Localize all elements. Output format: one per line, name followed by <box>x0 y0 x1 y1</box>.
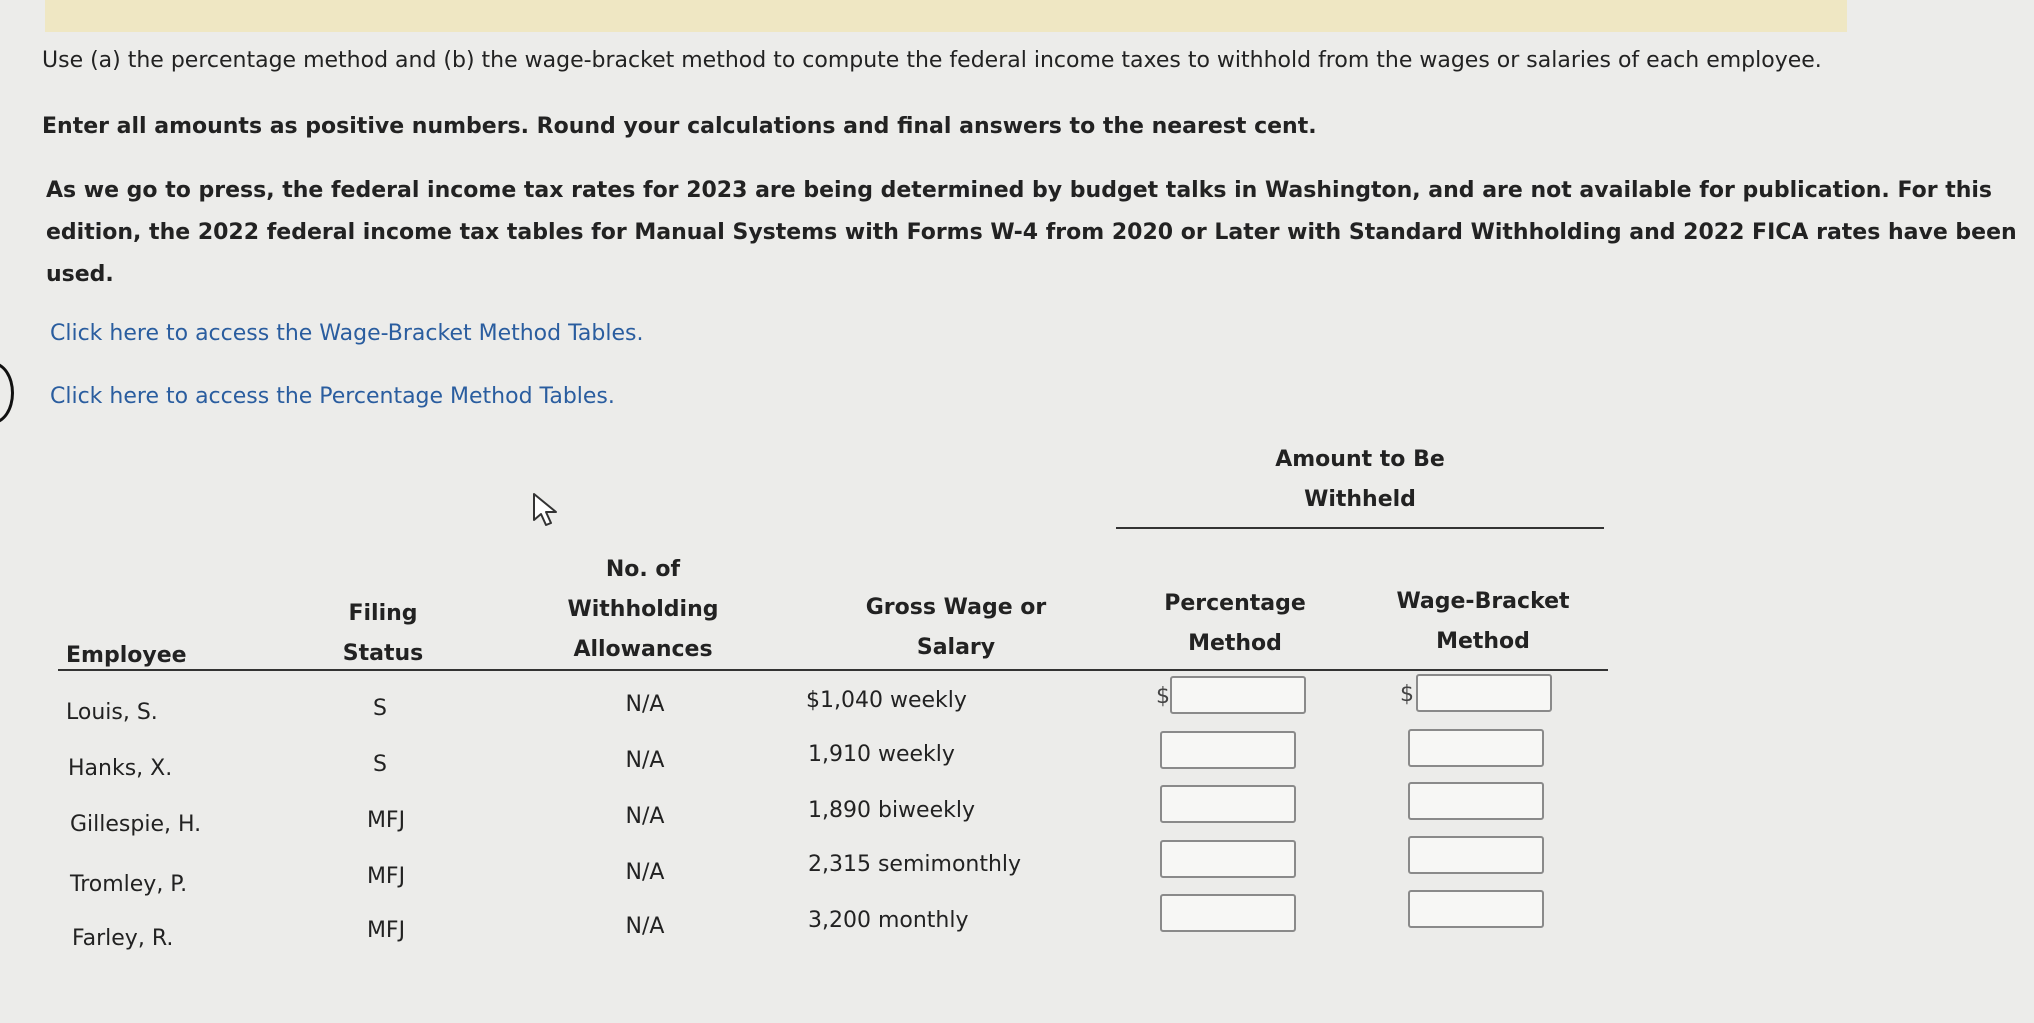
instruction-line-1: Use (a) the percentage method and (b) the wage-bracket method to compute the federal income taxes to withhold from the wages or salaries of each employee. <box>42 48 1822 73</box>
group-header-rule <box>1116 527 1604 529</box>
radio-circle-edge <box>0 362 14 424</box>
gross-wage: 3,200 monthly <box>808 908 969 933</box>
filing-status: MFJ <box>366 864 406 889</box>
wage-bracket-tables-link[interactable]: Click here to access the Wage-Bracket Method Tables. <box>50 321 644 346</box>
percentage-method-input[interactable] <box>1160 785 1296 823</box>
header-allowances-line2: Withholding <box>567 597 719 622</box>
gross-wage: 1,890 biweekly <box>808 798 975 823</box>
percentage-method-input[interactable] <box>1160 840 1296 878</box>
filing-status: S <box>373 696 387 721</box>
instruction-paragraph: As we go to press, the federal income tax rates for 2023 are being determined by budget talks in Washington, and are not available for publication. For this edition, the 2022 federal income tax tables for Manual Systems with Forms W-4 from 2020 or Later with Standard Withholding and 2022 FICA rates have been used. <box>46 178 2017 287</box>
mouse-pointer-icon <box>532 492 562 532</box>
gross-wage: 2,315 semimonthly <box>808 852 1022 877</box>
dollar-sign: $ <box>1156 684 1170 709</box>
header-percentage-line1: Percentage <box>1164 591 1306 616</box>
percentage-method-input[interactable] <box>1170 676 1306 714</box>
filing-status: MFJ <box>366 918 406 943</box>
header-filing-line2: Status <box>342 641 424 666</box>
gross-wage: 1,910 weekly <box>808 742 955 767</box>
top-banner <box>45 0 1847 32</box>
percentage-method-input[interactable] <box>1160 731 1296 769</box>
employee-name: Farley, R. <box>72 926 174 951</box>
employee-name: Tromley, P. <box>70 872 188 897</box>
employee-name: Gillespie, H. <box>70 812 202 837</box>
amount-withheld-header-line2: Withheld <box>1304 487 1416 512</box>
allowances: N/A <box>625 748 665 773</box>
header-gross-line1: Gross Wage or <box>865 595 1047 620</box>
wage-bracket-method-input[interactable] <box>1408 836 1544 874</box>
header-allowances-line3: Allowances <box>573 637 713 662</box>
allowances: N/A <box>625 860 665 885</box>
wage-bracket-method-input[interactable] <box>1408 890 1544 928</box>
allowances: N/A <box>625 692 665 717</box>
header-percentage-line2: Method <box>1188 631 1282 656</box>
header-wage-bracket-line2: Method <box>1436 629 1530 654</box>
header-rule <box>58 669 1608 671</box>
percentage-method-input[interactable] <box>1160 894 1296 932</box>
header-employee: Employee <box>66 643 187 668</box>
header-filing-line1: Filing <box>348 601 418 626</box>
employee-name: Hanks, X. <box>68 756 173 781</box>
wage-bracket-method-input[interactable] <box>1408 782 1544 820</box>
header-allowances-line1: No. of <box>605 557 681 582</box>
dollar-sign: $ <box>1400 682 1414 707</box>
allowances: N/A <box>625 804 665 829</box>
header-gross-line2: Salary <box>916 635 996 660</box>
filing-status: MFJ <box>366 808 406 833</box>
instruction-line-2: Enter all amounts as positive numbers. Round your calculations and final answers to the nearest cent. <box>42 114 1317 139</box>
allowances: N/A <box>625 914 665 939</box>
amount-withheld-header-line1: Amount to Be <box>1275 447 1445 472</box>
header-wage-bracket-line1: Wage-Bracket <box>1396 589 1570 614</box>
percentage-tables-link[interactable]: Click here to access the Percentage Method Tables. <box>50 384 615 409</box>
filing-status: S <box>373 752 387 777</box>
gross-wage: $1,040 weekly <box>806 688 967 713</box>
employee-name: Louis, S. <box>66 700 158 725</box>
wage-bracket-method-input[interactable] <box>1416 674 1552 712</box>
wage-bracket-method-input[interactable] <box>1408 729 1544 767</box>
